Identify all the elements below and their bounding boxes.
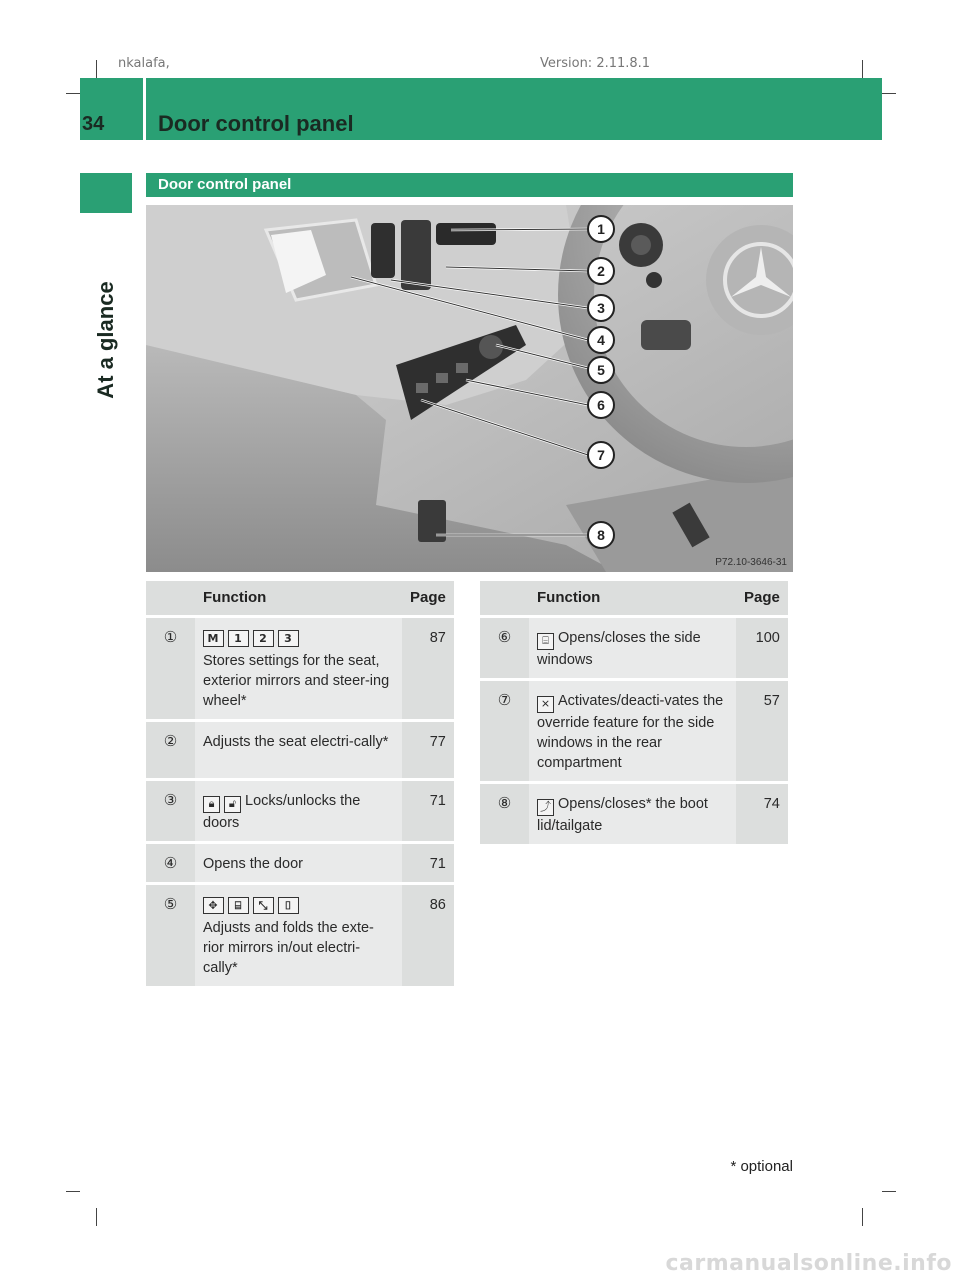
memory-keys <box>203 628 394 648</box>
svg-text:1: 1 <box>597 221 605 237</box>
memory-1-key: 1 <box>228 630 249 647</box>
svg-text:6: 6 <box>597 397 605 413</box>
svg-text:4: 4 <box>597 332 605 348</box>
side-tab <box>80 173 132 213</box>
crop-mark <box>96 1208 97 1226</box>
door-panel-illustration <box>146 205 793 572</box>
row-text: Adjusts and folds the exte-rior mirrors in/out electri-cally* <box>203 920 374 976</box>
callout-3 <box>588 295 614 321</box>
function-table-left <box>146 578 454 989</box>
footnote: * optional <box>730 1158 793 1175</box>
row-page: 57 <box>736 681 788 781</box>
callout-8 <box>588 522 614 548</box>
row-page: 71 <box>402 844 454 882</box>
side-tab-label: At a glance <box>93 281 118 399</box>
svg-text:8: 8 <box>597 527 605 543</box>
row-function <box>195 885 402 986</box>
print-meta-left: nkalafa, <box>118 56 170 71</box>
row-function <box>195 722 402 778</box>
window-icon: ⌸ <box>537 633 554 650</box>
svg-text:3: 3 <box>597 300 605 316</box>
header-separator <box>143 78 146 140</box>
row-number: ⑦ <box>480 681 529 781</box>
row-function <box>529 681 736 781</box>
crop-mark <box>882 93 896 94</box>
section-title: Door control panel <box>158 176 292 193</box>
table-row <box>480 784 788 844</box>
row-text: Adjusts the seat electri-cally* <box>203 734 389 750</box>
callout-7 <box>588 442 614 468</box>
print-meta-right: Version: 2.11.8.1 <box>540 56 651 71</box>
callout-2 <box>588 258 614 284</box>
page-number: 34 <box>82 113 105 135</box>
row-number: ⑥ <box>480 618 529 678</box>
page-title: Door control panel <box>158 111 354 136</box>
row-function <box>195 618 402 719</box>
row-text: Locks/unlocks the doors <box>203 793 361 831</box>
lock-icon: 🔒︎ <box>203 796 220 813</box>
tailgate-icon: ⤴ <box>537 799 554 816</box>
memory-2-key: 2 <box>253 630 274 647</box>
crop-mark <box>862 60 863 80</box>
table-header-row <box>480 581 788 615</box>
table-row <box>146 781 454 841</box>
table-row <box>146 885 454 986</box>
row-function <box>529 784 736 844</box>
override-icon: ⨯ <box>537 696 554 713</box>
mirror-right-icon: ⤡ <box>253 897 274 914</box>
row-function <box>529 618 736 678</box>
function-table-right <box>480 578 788 847</box>
crop-mark <box>96 60 97 80</box>
table-row <box>146 618 454 719</box>
callout-6 <box>588 392 614 418</box>
table-header-row <box>146 581 454 615</box>
row-page: 71 <box>402 781 454 841</box>
mirror-left-icon: ⌸ <box>228 897 249 914</box>
svg-text:7: 7 <box>597 447 605 463</box>
crop-mark <box>862 1208 863 1226</box>
header-page: Page <box>736 581 788 615</box>
row-text: Opens/closes* the boot lid/tailgate <box>537 796 708 834</box>
row-text: Opens/closes the side windows <box>537 630 701 668</box>
row-number: ⑧ <box>480 784 529 844</box>
row-function <box>195 844 402 882</box>
header-num <box>480 581 529 615</box>
row-page: 86 <box>402 885 454 986</box>
row-page: 74 <box>736 784 788 844</box>
row-text: Stores settings for the seat, exterior mirrors and steer-ing wheel* <box>203 653 390 709</box>
figure-code: P72.10-3646-31 <box>715 557 787 568</box>
header-function: Function <box>529 581 736 615</box>
unlock-icon: 🔓︎ <box>224 796 241 813</box>
header-function: Function <box>195 581 402 615</box>
row-number: ⑤ <box>146 885 195 986</box>
row-number: ① <box>146 618 195 719</box>
svg-text:2: 2 <box>597 263 605 279</box>
callout-4 <box>588 327 614 353</box>
header-num <box>146 581 195 615</box>
crop-mark <box>66 1191 80 1192</box>
mirror-keys <box>203 895 394 915</box>
row-page: 77 <box>402 722 454 778</box>
row-function <box>195 781 402 841</box>
memory-m-key: M <box>203 630 224 647</box>
table-row <box>146 722 454 778</box>
row-number: ③ <box>146 781 195 841</box>
header-page: Page <box>402 581 454 615</box>
table-row <box>146 844 454 882</box>
callout-1 <box>588 216 614 242</box>
crop-mark <box>66 93 80 94</box>
callout-5 <box>588 357 614 383</box>
row-text: Activates/deacti-vates the override feature for the side windows in the rear compartment <box>537 693 724 771</box>
crop-mark <box>882 1191 896 1192</box>
row-page: 87 <box>402 618 454 719</box>
watermark: carmanualsonline.info <box>665 1251 952 1276</box>
mirror-adjust-icon: ✥ <box>203 897 224 914</box>
table-row <box>480 681 788 781</box>
memory-3-key: 3 <box>278 630 299 647</box>
row-number: ② <box>146 722 195 778</box>
row-page: 100 <box>736 618 788 678</box>
table-row <box>480 618 788 678</box>
mirror-fold-icon: ⌷ <box>278 897 299 914</box>
row-number: ④ <box>146 844 195 882</box>
row-text: Opens the door <box>203 856 303 872</box>
svg-text:5: 5 <box>597 362 605 378</box>
